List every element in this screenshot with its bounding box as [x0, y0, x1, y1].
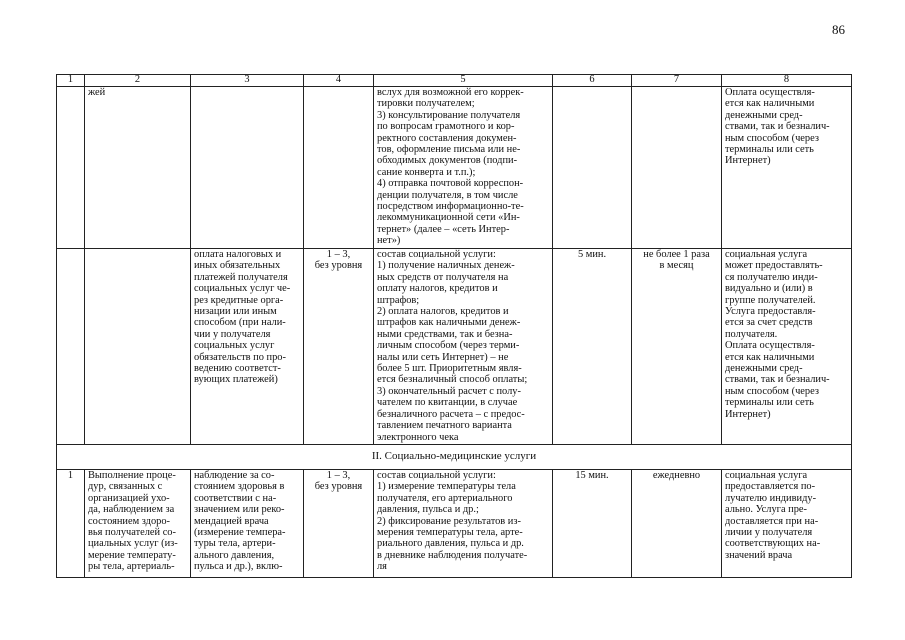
col-number-2: 2 — [85, 75, 191, 87]
row2-number-cell — [57, 249, 85, 445]
row1-composition: вслух для возможной его коррек- тировки получателем; 3) консультирование получателя по вопросам грамотного и кор- ректного составления докумен- тов, оформление письма или не- обходимых документов (подпи- сание конверта и т.п.); 4) отправка почтовой корреспон- денции получателя, в том числе посредством информационно-те- лекоммуникационной сети «Ин- тернет» (далее – «сеть Интер- нет») — [377, 87, 524, 247]
row2-duration: 5 мин. — [577, 249, 607, 260]
row3-level: 1 – 3, без уровня — [314, 470, 363, 493]
row3-composition-cell — [374, 470, 553, 578]
row3-service-name-cell — [85, 470, 191, 578]
row2-composition: состав социальной услуги: 1) получение наличных денеж- ных средств от получателя на оплату налогов, кредитов и штрафов; 2) оплата налогов, кредитов и штрафов как наличными денеж- ными средствами, так и безна- личным способом (через терми- налы или сеть Интернет) – не более 5 шт. Приоритетным явля- ется безналичный способ оплаты; 3) окончательный расчет с полу- чателем по квитанции, в случае безналичного расчета – с предос- тавлением печатного варианта электронного чека — [377, 249, 528, 443]
row1-frequency-cell — [632, 87, 722, 249]
row2-level: 1 – 3, без уровня — [314, 249, 363, 272]
col-number-1: 1 — [57, 75, 85, 87]
row3-description: наблюдение за со- стоянием здоровья в соответствии с на- значением или реко- мендацией врача (измерение темпера- туры тела, артери- ального давления, пульса и др.), вклю- — [194, 470, 286, 573]
row3-frequency-cell — [632, 470, 722, 578]
row3-level-cell — [304, 470, 374, 578]
row3-composition: состав социальной услуги: 1) измерение температуры тела получателя, его артериального давления, пульса и др.; 2) фиксирование результатов из- мерения температуры тела, арте- риального давления, пульса и др. в дневнике наблюдения получате- ля — [377, 470, 528, 573]
row2-service-name-cell — [85, 249, 191, 445]
row3-duration-cell — [553, 470, 632, 578]
row2-duration-cell — [553, 249, 632, 445]
row3-service-name: Выполнение проце- дур, связанных с организацией ухо- да, наблюдением за состоянием здоро- вья получателей со- циальных услуг (из- мерение температу- ры тела, артериаль- — [88, 470, 178, 573]
row2-level-cell — [304, 249, 374, 445]
row1-level-cell — [304, 87, 374, 249]
row2-frequency: не более 1 раза в месяц — [643, 249, 710, 272]
row3-conditions-cell — [722, 470, 852, 578]
row1-conditions: Оплата осуществля- ется как наличными денежными сред- ствами, так и безналич- ным способом (через терминалы или сеть Интернет) — [725, 87, 830, 167]
services-table — [56, 74, 852, 578]
row3-duration: 15 мин. — [575, 470, 609, 481]
col-number-4: 4 — [304, 75, 374, 87]
row2-description-cell — [191, 249, 304, 445]
section-heading: II. Социально-медицинские услуги — [57, 445, 852, 470]
row3-number-cell — [57, 470, 85, 578]
row3-description-cell — [191, 470, 304, 578]
column-number-row — [57, 75, 852, 87]
row1-service-name: жей — [88, 87, 106, 98]
section-heading-row — [57, 445, 852, 470]
row2-frequency-cell — [632, 249, 722, 445]
row3-conditions: социальная услуга предоставляется по- лучателю индивиду- ально. Услуга пре- доставляется при на- личии у получателя соответствующих на- значений врача — [725, 470, 821, 561]
row1-conditions-cell — [722, 87, 852, 249]
col-number-8: 8 — [722, 75, 852, 87]
table-row — [57, 470, 852, 578]
page-number: 86 — [832, 22, 845, 37]
row3-number: 1 — [67, 470, 74, 481]
table-row — [57, 249, 852, 445]
row3-frequency: ежедневно — [652, 470, 701, 481]
col-number-3: 3 — [191, 75, 304, 87]
row2-description: оплата налоговых и иных обязательных платежей получателя социальных услуг че- рез кредитные орга- низации или иным способом (при нали- чии у получателя социальных услуг обязательств по про- ведению соответст- вующих платежей) — [194, 249, 291, 386]
row1-number-cell — [57, 87, 85, 249]
col-number-6: 6 — [553, 75, 632, 87]
row2-composition-cell — [374, 249, 553, 445]
row1-description-cell — [191, 87, 304, 249]
row1-service-name-cell — [85, 87, 191, 249]
table-row — [57, 87, 852, 249]
row1-composition-cell — [374, 87, 553, 249]
col-number-5: 5 — [374, 75, 553, 87]
row2-conditions-cell — [722, 249, 852, 445]
col-number-7: 7 — [632, 75, 722, 87]
row1-duration-cell — [553, 87, 632, 249]
row2-conditions: социальная услуга может предоставлять- ся получателю инди- видуально и (или) в группе получателей. Услуга предоставля- ется за счет средств получателя. Оплата осуществля- ется как наличными денежными сред- ствами, так и безналич- ным способом (через терминалы или сеть Интернет) — [725, 249, 830, 420]
